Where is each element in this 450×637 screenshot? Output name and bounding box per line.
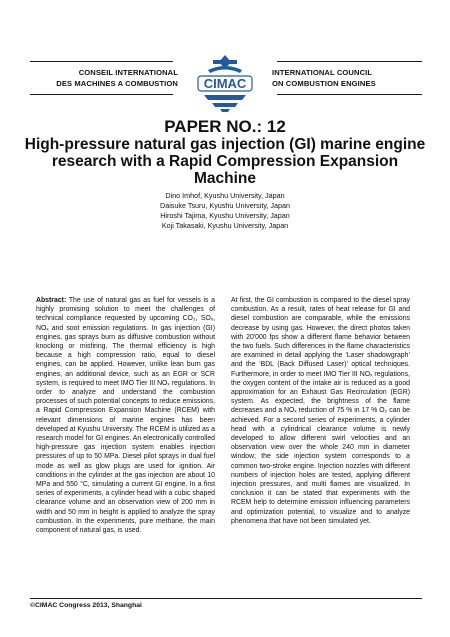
author-1: Dino Imhof, Kyushu University, Japan bbox=[165, 191, 285, 200]
author-4: Koji Takasaki, Kyushu University, Japan bbox=[161, 221, 289, 230]
author-3: Hiroshi Tajima, Kyushu University, Japan bbox=[160, 211, 290, 220]
logo-text: CIMAC bbox=[203, 76, 247, 91]
abstract-column-right bbox=[231, 296, 410, 526]
header-rule-top-left bbox=[30, 61, 173, 62]
author-2: Daisuke Tsuru, Kyushu University, Japan bbox=[160, 201, 290, 210]
header-rule-mid-right bbox=[277, 94, 422, 95]
council-name-english-line1: INTERNATIONAL COUNCIL bbox=[272, 68, 373, 77]
paper-number: PAPER NO.: 12 bbox=[164, 117, 286, 136]
copyright-footer: ©CIMAC Congress 2013, Shanghai bbox=[30, 602, 142, 609]
council-name-french-line2: DES MACHINES A COMBUSTION bbox=[56, 79, 178, 88]
council-name-english-line2: ON COMBUSTION ENGINES bbox=[272, 79, 376, 88]
abstract-text-right: At first, the GI combustion is compared to the diesel spray combustion. As a result, rates of heat release for GI and diesel combustion are comparable, while the emissions decrease by using gas. However, the direct photos taken with 20'000 fps show a different flame behavior between the two fuels. Such differences in the flame characteristics are examined in detail applying the ‘Laser shadowgraph’ and the ‘BDL (Back Diffused Laser)’ optical techniques. Furthermore, in order to meet IMO Tier III NOₓ regulations, the oxygen content of the intake air is reduced as a good approximation for an Exhaust Gas Recirculation (EGR) system. As expected, the brightness of the flame decreases and a NOₓ reduction of 75 % in 17 % O₂ can be achieved. For a second series of experiments, a cylinder head with a cylindrical clearance volume is newly developed to allow different swirl velocities and an observation view over the whole 240 mm in diameter window; the side injection system corresponds to a common two-stroke engine. Injection nozzles with different numbers of injection holes are tested, applying different injection pressures, and multi flames are visualized. In conclusion it can be stated that experiments with the RCEM help to determine emission influencing parameters and optimization potential, to visualize and to analyze phenomena that have not been simulated yet. bbox=[231, 297, 410, 525]
abstract-column-left bbox=[36, 296, 215, 535]
abstract-text-left: The use of natural gas as fuel for vessels is a highly promising solution to meet the challenges of technical compliance requested by upcoming CO₂, SOₓ, NOₓ and soot emission regulations. In gas injection (GI) engines, gas sprays burn as diffusive combustion without knocking or misfiring. The thermal efficiency is high because a high compression ratio, equal to diesel engines, can be applied. However, unlike lean burn gas engines, an additional device, such as an EGR or SCR system, is required to meet IMO Tier III NOₓ regulations. In order to analyze and understand the combustion processes of such potential concepts to reduce emissions, a Rapid Compression Expansion Machine (RCEM) with relevant dimensions of marine engines has been developed at Kyushu University. The RCEM is utilized as a research model for GI engines. An electronically controlled high-pressure gas injection system enables injection pressures of up to 50 MPa. Diesel pilot sprays in dual fuel mode as well as glow plugs are used for ignition. Air conditions in the cylinder at the gas injection are about 10 MPa and 550 °C, simulating a current GI engine. In a first series of experiments, a cylinder head with a cubic shaped clearance volume and an observation view of 200 mm in width and 50 mm in height is applied to analyze the spray combustion. In the experiments, pure methane, the main component of natural gas, is used. bbox=[36, 297, 215, 535]
paper-title: High-pressure natural gas injection (GI) marine engine research with a Rapid Compression Expansion Machine bbox=[24, 136, 426, 187]
abstract-label: Abstract: bbox=[36, 297, 67, 304]
council-name-french-line1: CONSEIL INTERNATIONAL bbox=[78, 68, 178, 77]
footer-rule bbox=[30, 598, 422, 599]
header-rule-top-right bbox=[277, 61, 422, 62]
header-rule-mid-left bbox=[30, 94, 173, 95]
council-name-english bbox=[272, 67, 412, 89]
cimac-base-icon bbox=[204, 95, 246, 112]
cimac-logo bbox=[186, 52, 264, 114]
cimac-emblem-icon bbox=[208, 55, 242, 73]
author-list bbox=[0, 191, 450, 231]
council-name-french bbox=[48, 67, 178, 89]
